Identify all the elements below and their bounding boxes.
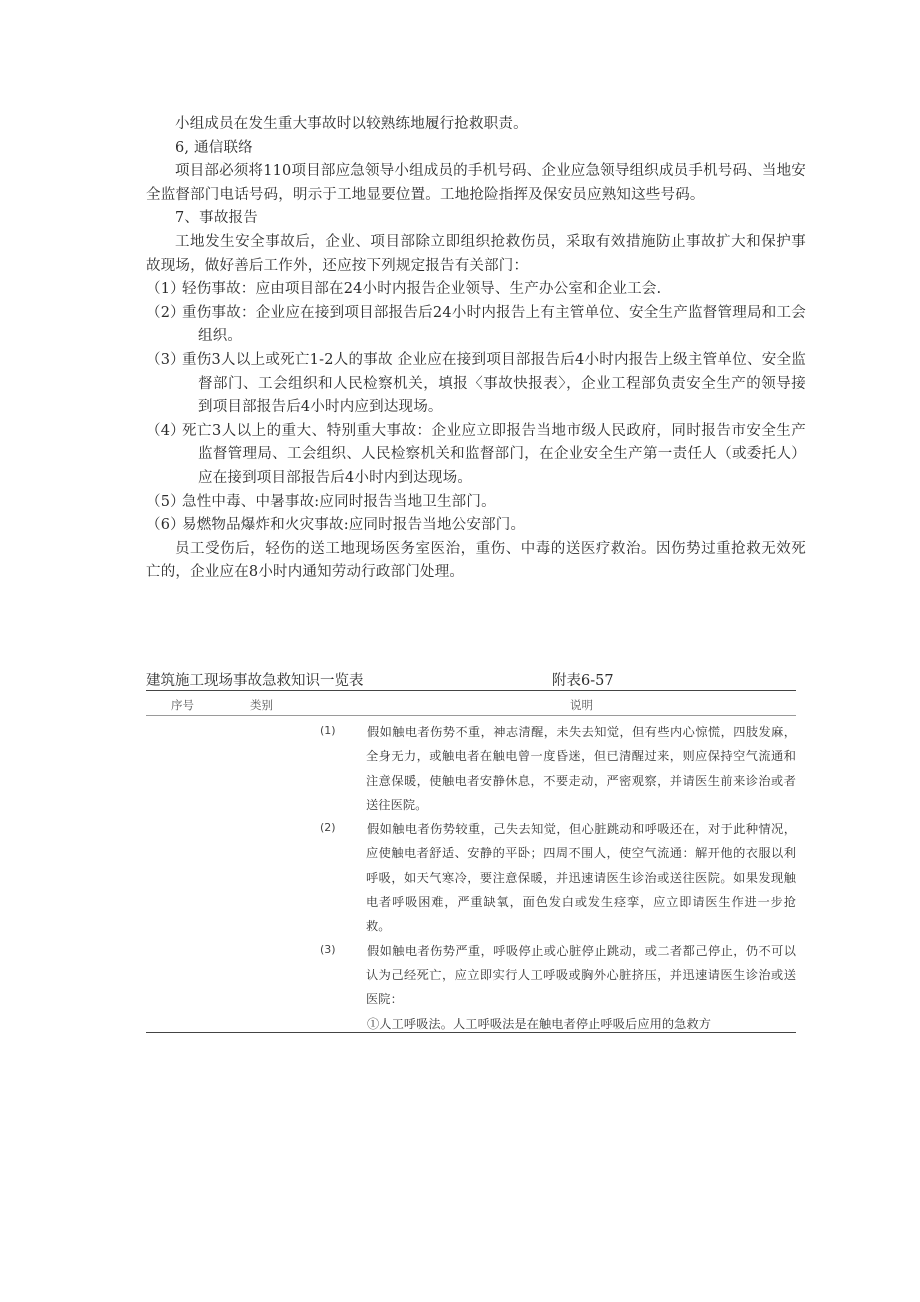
list-item xyxy=(146,278,806,302)
list-item xyxy=(146,302,806,349)
table-title: 建筑施工现场事故急救知识一览表 xyxy=(146,673,364,689)
list-item-text: 轻伤事故：应由项目部在24小时内报告企业领导、生产办公室和企业工会. xyxy=(182,281,662,298)
list-item-text: 急性中毒、中暑事故:应同时报告当地卫生部门。 xyxy=(182,493,496,510)
list-item-number: （1） xyxy=(146,281,185,298)
row-description: 假如触电者伤势不重，神志清醒，未失去知觉，但有些内心惊慌，四肢发麻，全身无力，或触电者在触电曾一度昏迷，但已清醒过来，则应保持空气流通和注意保暖，使触电者安静休息，不要走动，严密观察，并请医生前来诊治或者送往医院。 xyxy=(366,725,796,812)
body-text xyxy=(146,113,806,585)
list-item xyxy=(146,491,806,515)
list-item-number: （6） xyxy=(146,517,185,534)
table-header-rule xyxy=(146,715,796,716)
list-item-text: 易燃物品爆炸和火灾事故:应同时报告当地公安部门。 xyxy=(182,517,526,534)
row-number: (3) xyxy=(320,942,336,956)
header-description: 说明 xyxy=(570,698,593,712)
paragraph: 员工受伤后，轻伤的送工地现场医务室医治，重伤、中毒的送医疗救治。因伤势过重抢救无效死亡的，企业应在8小时内通知劳动行政部门处理。 xyxy=(146,540,806,581)
section-heading-6: 6, 通信联络 xyxy=(175,139,253,156)
paragraph: 项目部必须将110项目部应急领导小组成员的手机号码、企业应急领导组织成员手机号码、当地安全监督部门电话号码，明示于工地显要位置。工地抢险指挥及保安员应熟知这些号码。 xyxy=(146,163,806,203)
row-description: ①人工呼吸法。人工呼吸法是在触电者停止呼吸后应用的急救方 xyxy=(367,1016,712,1031)
table-row xyxy=(146,720,796,817)
list-item-number: （3） xyxy=(146,351,185,368)
table-caption xyxy=(146,669,796,691)
table-reference: 附表6-57 xyxy=(552,673,614,689)
table-top-rule xyxy=(146,690,796,691)
table-row xyxy=(146,939,796,1012)
list-item-number: （2） xyxy=(146,304,185,321)
table-body xyxy=(146,720,796,1036)
list-item xyxy=(146,514,806,538)
list-item xyxy=(146,420,806,491)
paragraph: 小组成员在发生重大事故时以较熟练地履行抢救职责。 xyxy=(175,116,528,132)
list-item-text: 死亡3人以上的重大、特别重大事故：企业应立即报告当地市级人民政府，同时报告市安全生产监督管理局、工会组织、人民检察机关和监督部门，在企业安全生产第一责任人（或委托人）应在接到项目部报告后4小时内到达现场。 xyxy=(182,422,806,486)
list-item-number: （4） xyxy=(146,422,185,439)
paragraph: 工地发生安全事故后，企业、项目部除立即组织抢救伤员，采取有效措施防止事故扩大和保护事故现场，做好善后工作外，还应按下列规定报告有关部门： xyxy=(146,233,806,274)
header-seq: 序号 xyxy=(171,698,194,712)
list-item-number: （5） xyxy=(146,493,185,510)
table-bottom-rule xyxy=(146,1032,796,1033)
section-heading-7: 7、事故报告 xyxy=(175,210,258,227)
row-number: (2) xyxy=(320,821,336,835)
row-description: 假如触电者伤势较重，己失去知觉，但心脏跳动和呼吸还在，对于此种情况，应使触电者舒适、安静的平卧；四周不围人，使空气流通：解开他的衣服以利呼吸，如天气寒冷，要注意保暖，并迅速请医生诊治或送往医院。如果发现触电者呼吸困难，严重缺氧，面色发白或发生痉挛，应立即请医生作进一步抢救。 xyxy=(366,822,796,934)
table-row xyxy=(146,817,796,938)
list-item xyxy=(146,349,806,420)
list-item-text: 重伤3人以上或死亡1-2人的事故 企业应在接到项目部报告后4小时内报告上级主管单位、安全监督部门、工会组织和人民检察机关，填报〈事故快报表〉，企业工程部负责安全生产的领导接到项目部报告后4小时内应到达现场。 xyxy=(182,351,806,416)
row-description: 假如触电者伤势严重，呼吸停止或心脏停止跳动，或二者都己停止，仍不可以认为己经死亡，应立即实行人工呼吸或胸外心脏挤压，并迅速请医生诊治或送医院： xyxy=(366,943,796,1007)
list-item-text: 重伤事故：企业应在接到项目部报告后24小时内报告上有主管单位、安全生产监督管理局和工会组织。 xyxy=(182,304,806,345)
header-category: 类别 xyxy=(250,698,273,712)
row-number: (1) xyxy=(320,724,336,737)
